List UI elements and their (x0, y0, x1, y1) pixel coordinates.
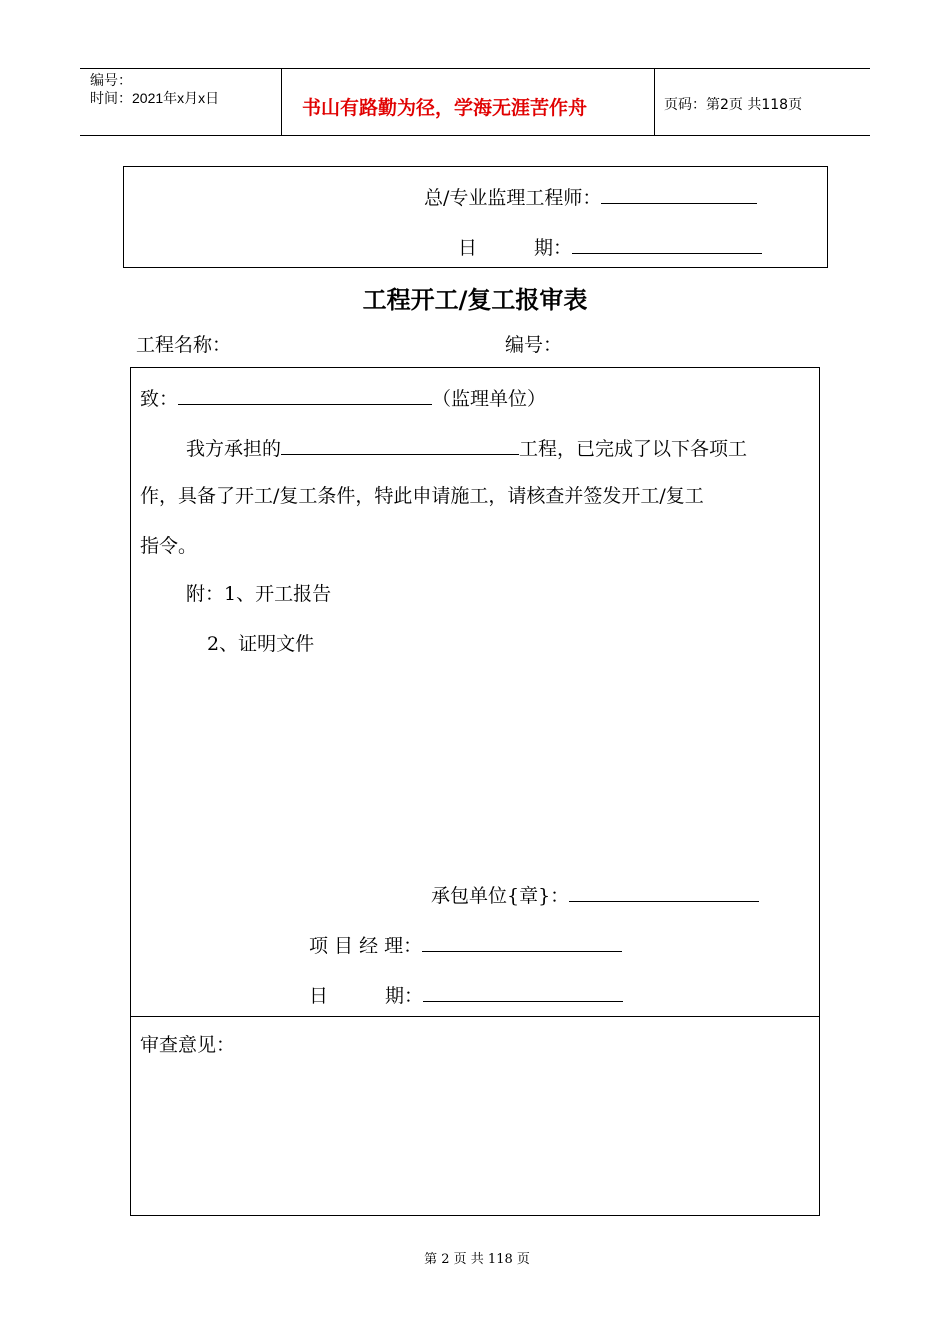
body-line-3: 指令。 (140, 535, 198, 557)
application-box (130, 367, 820, 1017)
approval-box (123, 166, 828, 268)
serial-label: 编号： (90, 72, 132, 88)
application-date-line (423, 981, 623, 1002)
engineer-signature-line (601, 183, 757, 204)
review-box (130, 1016, 820, 1216)
motto: 书山有路勤为径，学海无涯苦作舟 (302, 97, 588, 119)
contractor-label: 承包单位{章}： (431, 885, 570, 907)
project-name-label: 工程名称： (136, 334, 232, 356)
attachment-2: 2、证明文件 (207, 633, 315, 655)
body-prefix: 我方承担的 (186, 438, 282, 460)
supervisor-unit-line (178, 384, 432, 405)
contractor-signature-line (569, 881, 759, 902)
number-label: 编号： (505, 334, 563, 356)
supervisor-unit-label: （监理单位） (432, 388, 547, 410)
review-label: 审查意见： (140, 1034, 236, 1056)
header-divider-right (654, 68, 655, 136)
form-title: 工程开工/复工报审表 (362, 286, 588, 314)
time-label: 时间：2021年x月x日 (90, 90, 220, 106)
page-info: 页码：第2页 共118页 (664, 97, 803, 113)
engineer-label: 总/专业监理工程师： (424, 187, 602, 209)
manager-label: 项 目 经 理： (309, 935, 423, 957)
application-date-label: 日 期： (309, 985, 424, 1007)
body-line-2: 作，具备了开工/复工条件，特此申请施工，请核查并签发开工/复工 (140, 485, 704, 507)
header-divider-left (281, 68, 282, 136)
page-footer: 第 2 页 共 118 页 (424, 1252, 530, 1267)
approval-date-label: 日 期： (458, 237, 573, 259)
to-label: 致： (140, 388, 179, 410)
header-bottom-rule (80, 135, 870, 136)
attachment-1: 附：1、开工报告 (186, 583, 332, 605)
header-top-rule (80, 68, 870, 69)
manager-signature-line (422, 931, 622, 952)
project-line (281, 434, 519, 455)
body-suffix: 工程，已完成了以下各项工 (519, 438, 748, 460)
approval-date-line (572, 233, 762, 254)
